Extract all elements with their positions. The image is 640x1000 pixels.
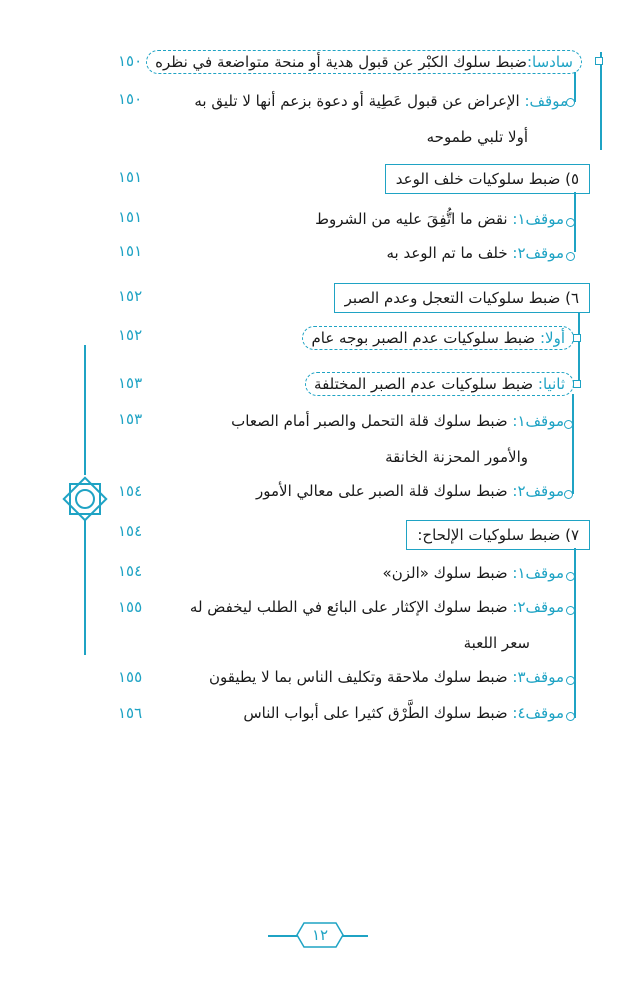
ornament-line (84, 520, 86, 655)
entry-continuation: والأمور المحزنة الخانقة (385, 448, 528, 466)
entry-continuation: أولا تلبي طموحه (426, 128, 528, 146)
page-number: ١٥٤ (118, 522, 143, 540)
entry-label: موقف١: (512, 210, 564, 228)
bullet-icon (566, 676, 575, 685)
entry-text: ضبط سلوك الإكثار على البائع في الطلب ليخفض له (189, 598, 508, 616)
entry-label: موقف١: (512, 412, 564, 430)
page-number: ١٥٤ (118, 562, 143, 580)
toc-entry (124, 480, 564, 502)
connector-line (578, 312, 580, 384)
toc-entry (124, 242, 564, 264)
page-number: ١٥٤ (118, 482, 143, 500)
bullet-icon (566, 606, 575, 615)
toc-entry (124, 702, 564, 724)
toc-entry (88, 90, 568, 112)
toc-entry (134, 372, 574, 396)
entry-label: موقف٢: (512, 598, 564, 616)
page-number: ١٥٦ (118, 704, 143, 722)
toc-entry (102, 50, 582, 74)
bullet-icon (566, 218, 575, 227)
page-number: ١٥٣ (118, 374, 143, 392)
entry-label: موقف: (524, 92, 568, 110)
section-heading: ٦) ضبط سلوكيات التعجل وعدم الصبر (334, 283, 590, 313)
connector-line (600, 52, 602, 150)
connector-line (574, 72, 576, 102)
page-number: ١٥٥ (118, 668, 143, 686)
entry-continuation: سعر اللعبة (463, 634, 530, 652)
star-ornament-icon (56, 470, 114, 528)
tree-node-marker (573, 334, 581, 342)
entry-text: ضبط سلوك الطَّرْق كثيرا على أبواب الناس (243, 704, 508, 722)
tree-node-marker (573, 380, 581, 388)
ornament-line (84, 345, 86, 475)
page-number: ١٥١ (118, 208, 143, 226)
toc-entry (124, 562, 564, 584)
footer-page-number: ١٢ (311, 926, 329, 944)
bullet-icon (566, 712, 575, 721)
entry-text: ضبط سلوك قلة التحمل والصبر أمام الصعاب (231, 412, 508, 430)
page-number: ١٥٢ (118, 326, 143, 344)
toc-entry (124, 410, 564, 432)
tree-node-marker (595, 57, 603, 65)
entry-text: خلف ما تم الوعد به (386, 244, 508, 262)
bullet-icon (564, 490, 573, 499)
section-heading: ٥) ضبط سلوكيات خلف الوعد (385, 164, 590, 194)
page-number: ١٥١ (118, 242, 143, 260)
page-number: ١٥٢ (118, 287, 143, 305)
page-number: ١٥٥ (118, 598, 143, 616)
section-heading: ٧) ضبط سلوكيات الإلحاح: (406, 520, 590, 550)
toc-entry (124, 208, 564, 230)
entry-text: ضبط سلوك الكبْر عن قبول هدية أو منحة متواضعة في نظره (155, 53, 527, 71)
entry-text: الإعراض عن قبول عَطِية أو دعوة بزعم أنها لا تليق به (194, 92, 520, 110)
entry-text: ضبط سلوكيات عدم الصبر بوجه عام (311, 329, 536, 347)
bullet-icon (564, 420, 573, 429)
entry-label: موقف٢: (512, 482, 564, 500)
entry-label: موقف٢: (512, 244, 564, 262)
entry-label: موقف٤: (512, 704, 564, 722)
bullet-icon (566, 252, 575, 261)
entry-label: موقف١: (512, 564, 564, 582)
toc-entry (134, 326, 574, 350)
entry-label: ثانيا: (537, 375, 565, 393)
page-number: ١٥٠ (118, 52, 143, 70)
page-number: ١٥١ (118, 168, 143, 186)
entry-label: أولا: (539, 329, 565, 347)
page-number: ١٥٠ (118, 90, 143, 108)
entry-label: سادسا: (526, 53, 573, 71)
toc-entry (124, 666, 564, 688)
entry-text: ضبط سلوك «الزن» (382, 564, 508, 582)
toc-entry (84, 596, 564, 618)
entry-text: ضبط سلوكيات عدم الصبر المختلفة (314, 375, 534, 393)
bullet-icon (566, 572, 575, 581)
entry-text: نقض ما اتُّفِقَ عليه من الشروط (315, 210, 508, 228)
entry-text: ضبط سلوك قلة الصبر على معالي الأمور (256, 482, 508, 500)
entry-label: موقف٣: (512, 668, 564, 686)
page-number: ١٥٣ (118, 410, 143, 428)
entry-text: ضبط سلوك ملاحقة وتكليف الناس بما لا يطيقون (209, 668, 508, 686)
connector-line (572, 394, 574, 494)
